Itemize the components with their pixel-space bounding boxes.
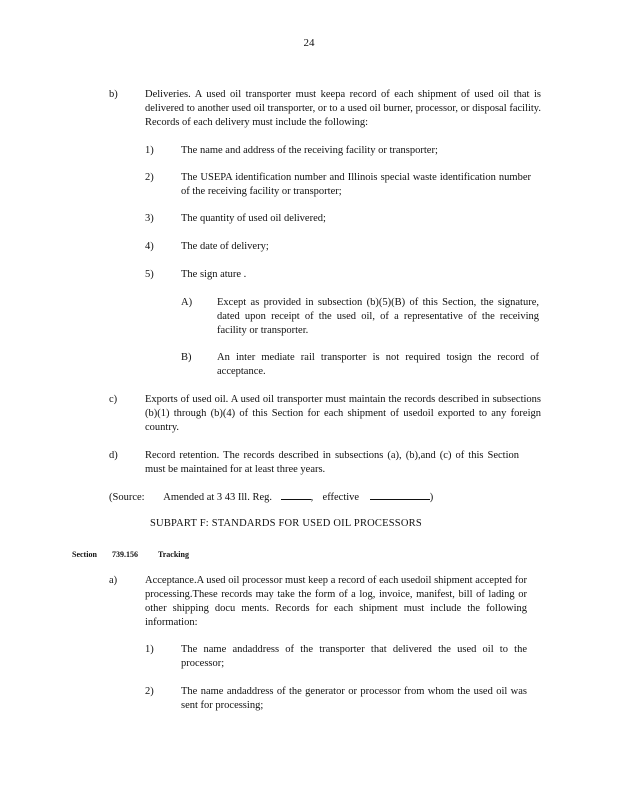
source-close: ) — [429, 492, 434, 503]
item-b5-label: 5) — [145, 269, 154, 280]
item-a2-label: 2) — [145, 686, 154, 697]
section-c-label: c) — [109, 394, 118, 405]
item-b1-text: The name and address of the receiving facility or transporter; — [181, 145, 438, 156]
item-b1-label: 1) — [145, 145, 154, 156]
register-volume-blank — [281, 490, 311, 500]
section-a-label: a) — [109, 575, 118, 586]
subitem-b-text: An inter mediate rail transporter is not required tosign the record of acceptance. — [217, 352, 539, 377]
item-a1-label: 1) — [145, 644, 154, 655]
item-a2-text: The name andaddress of the generator or processor from whom the used oil was sent for processing; — [181, 686, 527, 711]
source-prefix: (Source: — [109, 492, 145, 503]
subitem-b-label: B) — [181, 352, 192, 363]
item-b3-label: 3) — [145, 213, 154, 224]
section-a-text: Acceptance.A used oil processor must keep a record of each usedoil shipment accepted for processing.These records may take the form of a log, invoice, manifest, bill of lading or other shipping docu ments. Records for each shipment must include the following information: — [145, 575, 527, 628]
section-b-label: b) — [109, 89, 118, 100]
subpart-heading: SUBPART F: STANDARDS FOR USED OIL PROCESSORS — [150, 518, 422, 529]
item-b2-label: 2) — [145, 172, 154, 183]
effective-date-blank — [370, 490, 430, 500]
section-d-label: d) — [109, 450, 118, 461]
page-number: 24 — [303, 37, 315, 49]
source-amended: Amended at 3 43 Ill. Reg. — [163, 492, 273, 503]
item-b3-text: The quantity of used oil delivered; — [181, 213, 326, 224]
section-c-text: Exports of used oil. A used oil transporter must maintain the records described in subsections (b)(1) through (b)(4) of this Section for each shipment of usedoil exported to any foreign country. — [145, 394, 541, 433]
item-b4-label: 4) — [145, 241, 154, 252]
item-b4-text: The date of delivery; — [181, 241, 269, 252]
item-a1-text: The name andaddress of the transporter that delivered the used oil to the processor; — [181, 644, 527, 669]
source-comma: , — [310, 492, 314, 503]
section-d-text: Record retention. The records described in subsections (a), (b),and (c) of this Section must be maintained for at least three years. — [145, 450, 519, 475]
section-number: 739.156 — [112, 550, 138, 559]
subitem-a-text: Except as provided in subsection (b)(5)(B) of this Section, the signature, dated upon receipt of the used oil, of a representative of the receiving facility or transporter. — [217, 297, 539, 336]
item-b5-text: The sign ature . — [181, 269, 247, 280]
section-title: Tracking — [158, 550, 189, 559]
subitem-a-label: A) — [181, 297, 193, 308]
source-note — [109, 490, 539, 505]
section-b-text: Deliveries. A used oil transporter must keepa record of each shipment of used oil that is delivered to another used oil transporter, or to a used oil burner, processor, or disposal facility. Records of each delivery must include the following: — [145, 89, 541, 128]
item-b2-text: The USEPA identification number and Illinois special waste identification number of the receiving facility or transporter; — [181, 172, 531, 197]
source-effective: effective — [322, 492, 360, 503]
section-word: Section — [72, 550, 97, 559]
